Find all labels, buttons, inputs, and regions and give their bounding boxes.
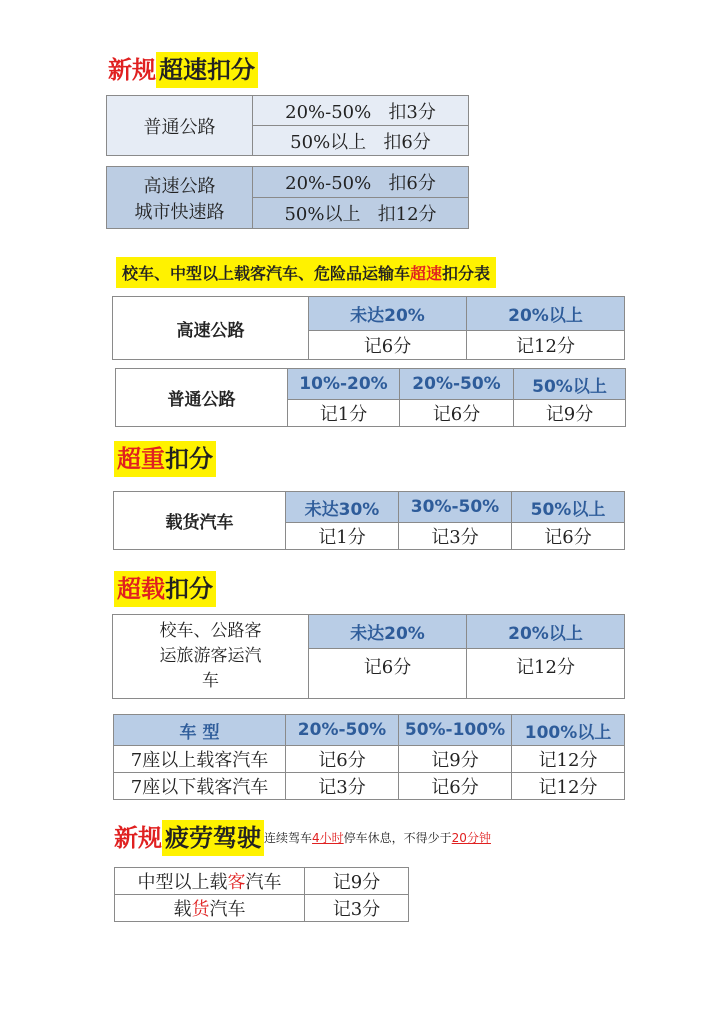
column-header: 50%-100% bbox=[399, 715, 512, 746]
table-cell: 记9分 bbox=[305, 868, 409, 895]
column-header: 10%-20% bbox=[288, 369, 400, 400]
speeding-highway-table bbox=[106, 166, 469, 229]
column-header: 50%以上 bbox=[514, 369, 626, 400]
table-cell: 记6分 bbox=[512, 523, 625, 550]
table-cell: 记6分 bbox=[399, 773, 512, 800]
row-label: 普通公路 bbox=[107, 96, 253, 156]
column-header: 车 型 bbox=[114, 715, 286, 746]
table-cell: 中型以上载客汽车 bbox=[115, 868, 305, 895]
section-title-overload: 超载扣分 bbox=[114, 571, 216, 607]
column-header: 20%以上 bbox=[467, 297, 625, 331]
table-cell: 20%-50% 扣6分 bbox=[253, 167, 469, 198]
row-label: 校车、公路客 运旅游客运汽 车 bbox=[113, 615, 309, 699]
section-title-speeding bbox=[108, 52, 258, 88]
section-title-overweight: 超重扣分 bbox=[114, 441, 216, 477]
row-label: 高速公路 bbox=[113, 297, 309, 360]
table-cell: 记9分 bbox=[399, 746, 512, 773]
column-header: 20%-50% bbox=[400, 369, 514, 400]
table-row bbox=[115, 895, 409, 922]
column-header: 未达30% bbox=[286, 492, 399, 523]
title-speeding-deduction: 超速扣分 bbox=[156, 52, 258, 88]
overload-bus-table bbox=[112, 614, 625, 699]
table-cell: 记1分 bbox=[288, 400, 400, 427]
fatigue-table bbox=[114, 867, 409, 922]
table-cell: 50%以上 扣12分 bbox=[253, 198, 469, 229]
section-title-fatigue: 新规 疲劳驾驶 连续驾车4小时停车休息，不得少于20分钟 bbox=[114, 820, 491, 856]
column-header: 100%以上 bbox=[512, 715, 625, 746]
table-cell: 7座以下载客汽车 bbox=[114, 773, 286, 800]
row-label: 普通公路 bbox=[116, 369, 288, 427]
table-cell: 记1分 bbox=[286, 523, 399, 550]
table-cell: 记3分 bbox=[399, 523, 512, 550]
table-cell: 记6分 bbox=[400, 400, 514, 427]
overload-seat-table bbox=[113, 714, 625, 800]
section-title-school-bus-speeding: 校车、中型以上载客汽车、危险品运输车超速扣分表 bbox=[116, 257, 496, 288]
column-header: 30%-50% bbox=[399, 492, 512, 523]
column-header: 20%-50% bbox=[286, 715, 399, 746]
overweight-table bbox=[113, 491, 625, 550]
title-new-rule: 新规 bbox=[108, 56, 156, 84]
column-header: 未达20% bbox=[309, 297, 467, 331]
table-cell: 记6分 bbox=[309, 331, 467, 360]
column-header: 未达20% bbox=[309, 615, 467, 649]
row-label: 载货汽车 bbox=[114, 492, 286, 550]
school-bus-ordinary-road-table bbox=[115, 368, 626, 427]
school-bus-highway-table bbox=[112, 296, 625, 360]
table-row bbox=[114, 773, 625, 800]
table-cell: 20%-50% 扣3分 bbox=[253, 96, 469, 126]
table-row bbox=[114, 746, 625, 773]
table-row bbox=[115, 868, 409, 895]
table-cell: 记6分 bbox=[286, 746, 399, 773]
fatigue-note: 连续驾车4小时停车休息，不得少于20分钟 bbox=[264, 831, 491, 845]
table-cell: 记3分 bbox=[305, 895, 409, 922]
table-cell: 载货汽车 bbox=[115, 895, 305, 922]
column-header: 50%以上 bbox=[512, 492, 625, 523]
table-cell: 7座以上载客汽车 bbox=[114, 746, 286, 773]
table-cell: 记12分 bbox=[467, 331, 625, 360]
table-cell: 记9分 bbox=[514, 400, 626, 427]
table-cell: 记12分 bbox=[512, 746, 625, 773]
table-cell: 50%以上 扣6分 bbox=[253, 126, 469, 156]
table-cell: 记12分 bbox=[467, 649, 625, 699]
column-header: 20%以上 bbox=[467, 615, 625, 649]
speeding-ordinary-road-table bbox=[106, 95, 469, 156]
row-label: 高速公路 城市快速路 bbox=[107, 167, 253, 229]
table-cell: 记6分 bbox=[309, 649, 467, 699]
table-cell: 记3分 bbox=[286, 773, 399, 800]
table-cell: 记12分 bbox=[512, 773, 625, 800]
